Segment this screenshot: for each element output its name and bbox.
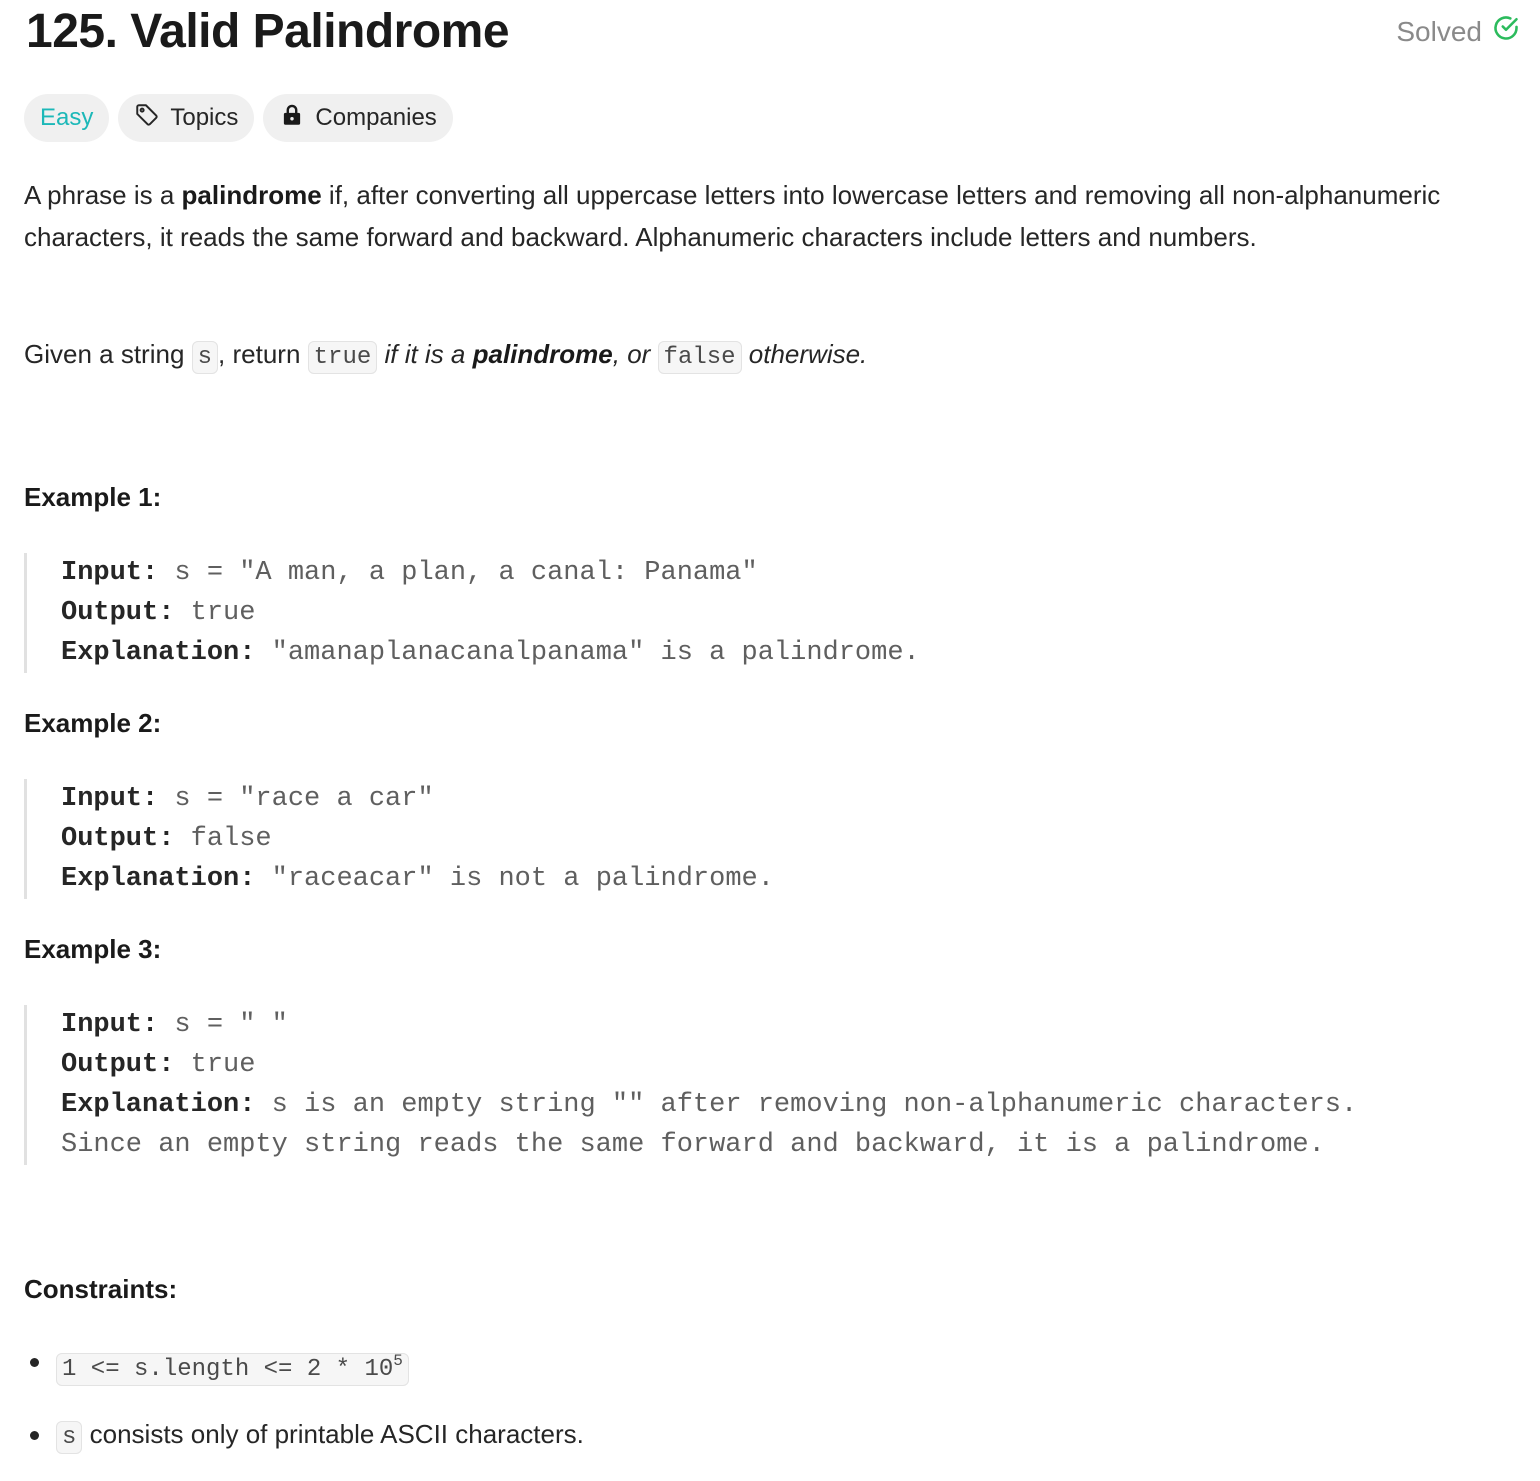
- output-value: true: [174, 1050, 256, 1080]
- topics-label: Topics: [170, 104, 239, 131]
- input-label: Input:: [61, 784, 159, 814]
- companies-button[interactable]: [263, 94, 452, 142]
- output-value: false: [174, 824, 272, 854]
- description-paragraph-1: [24, 174, 1494, 258]
- example-3-heading: Example 3:: [24, 934, 162, 964]
- topics-button[interactable]: [118, 94, 254, 142]
- text: A phrase is a: [24, 180, 182, 210]
- constraint-2-text: consists only of printable ASCII characters.: [82, 1419, 584, 1449]
- inline-code: false: [658, 341, 742, 374]
- list-item: [24, 1340, 584, 1391]
- italic-text: otherwise.: [741, 339, 868, 369]
- list-item: [24, 1413, 584, 1459]
- explanation-value: "raceacar" is not a palindrome.: [255, 864, 774, 894]
- text: Given a string: [24, 339, 192, 369]
- example-1-block: [24, 553, 920, 673]
- output-label: Output:: [61, 824, 175, 854]
- solved-label: Solved: [1396, 15, 1482, 47]
- explanation-label: Explanation:: [61, 1090, 256, 1120]
- input-value: s = "race a car": [158, 784, 434, 814]
- companies-label: Companies: [315, 104, 437, 131]
- inline-code: s: [192, 341, 218, 374]
- text: if, after converting all uppercase letters into lowercase letters and removing all non-alphanumeric characters, it reads the same forward and backward. Alphanumeric characters include letters and numbers.: [24, 180, 1441, 252]
- input-value: s = "A man, a plan, a canal: Panama": [158, 558, 758, 588]
- bold-italic-term: palindrome: [472, 339, 613, 369]
- tag-icon: [134, 102, 160, 135]
- output-label: Output:: [61, 598, 175, 628]
- problem-description: [24, 0, 1520, 1451]
- constraint-1-code: 1 <= s.length <= 2 * 10: [62, 1356, 394, 1383]
- explanation-value-line-2: Since an empty string reads the same forward and backward, it is a palindrome.: [61, 1130, 1325, 1160]
- output-value: true: [174, 598, 256, 628]
- inline-code: true: [308, 341, 378, 374]
- bold-term: palindrome: [181, 180, 322, 210]
- input-label: Input:: [61, 1010, 159, 1040]
- lock-icon: [279, 102, 305, 135]
- example-2-heading: Example 2:: [24, 708, 162, 738]
- example-3-block: [24, 1005, 1357, 1165]
- explanation-value: s is an empty string "" after removing non-alphanumeric characters.: [255, 1090, 1358, 1120]
- input-value: s = " ": [158, 1010, 288, 1040]
- constraints-heading: Constraints:: [24, 1274, 178, 1304]
- example-1-heading: Example 1:: [24, 482, 162, 512]
- inline-code: s: [56, 1421, 82, 1454]
- explanation-label: Explanation:: [61, 638, 256, 668]
- example-2-block: [24, 779, 774, 899]
- explanation-value: "amanaplanacanalpanama" is a palindrome.: [255, 638, 920, 668]
- italic-text: if it is a: [377, 339, 473, 369]
- explanation-label: Explanation:: [61, 864, 256, 894]
- check-circle-icon: [1492, 14, 1520, 49]
- title-row: [24, 0, 1520, 64]
- output-label: Output:: [61, 1050, 175, 1080]
- text: , return: [218, 339, 308, 369]
- exponent: 5: [393, 1352, 403, 1370]
- tag-chips: [24, 94, 453, 142]
- page-title: 125. Valid Palindrome: [26, 5, 510, 58]
- difficulty-badge: Easy: [24, 94, 109, 142]
- solved-status: [1396, 14, 1520, 49]
- inline-code: [56, 1353, 409, 1386]
- description-paragraph-2: [24, 333, 867, 379]
- input-label: Input:: [61, 558, 159, 588]
- constraints-list: [24, 1340, 584, 1481]
- italic-text: , or: [612, 339, 658, 369]
